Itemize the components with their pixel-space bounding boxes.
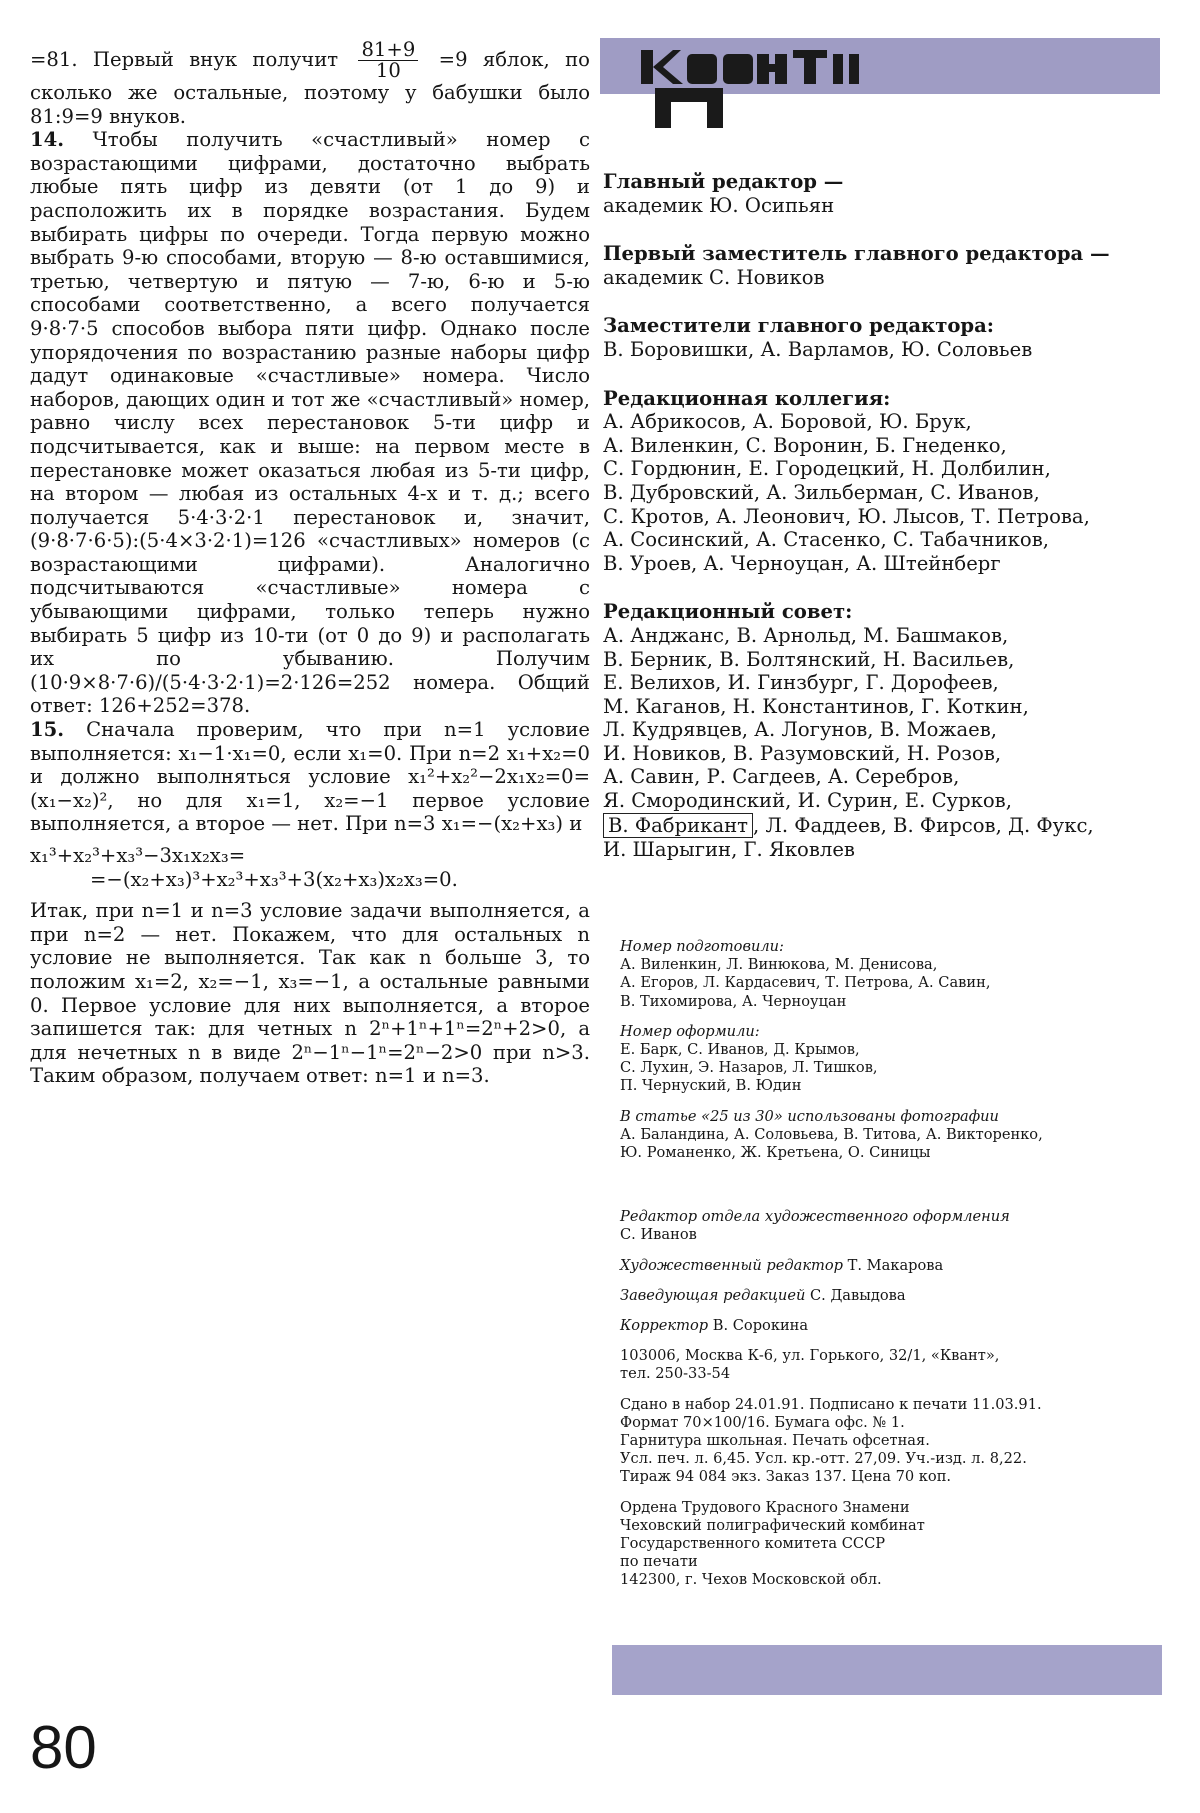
board-line: А. Сосинский, А. Стасенко, С. Табачников,: [603, 528, 1049, 552]
text-run: =9 яблок, по сколько же остальные, поэтому у бабушки было 81:9=9 внуков.: [30, 48, 590, 128]
solution-text: Сначала проверим, что при n=1 условие выполняется: x₁−1·x₁=0, если x₁=0. При n=2 x₁+x₂=0 и должно выполняться условие x₁²+x₂²−2x₁x₂=0=(x₁−x₂)², но для x₁=1, x₂=−1 первое условие выполняется, а второе — нет. При n=3 x₁=−(x₂+x₃) и: [30, 718, 591, 836]
text-run: =81. Первый внук получит: [30, 48, 339, 71]
designed-label: Номер оформили:: [620, 1022, 760, 1040]
equation-line: x₁³+x₂³+x₃³−3x₁x₂x₃=: [30, 844, 246, 867]
deputies-names: В. Боровишки, А. Варламов, Ю. Соловьев: [603, 337, 1033, 361]
council-line: А. Савин, Р. Сагдеев, А. Серебров,: [603, 765, 960, 789]
printer-line: 142300, г. Чехов Московской обл.: [620, 1571, 882, 1589]
first-deputy-name: академик С. Новиков: [603, 265, 825, 289]
fraction: [358, 40, 418, 81]
page-number: 80: [30, 1714, 97, 1781]
printer-line: по печати: [620, 1553, 698, 1571]
print-line: Формат 70×100/16. Бумага офс. № 1.: [620, 1413, 905, 1431]
council-line: В. Берник, В. Болтянский, Н. Васильев,: [603, 647, 1015, 671]
council-line: А. Анджанс, В. Арнольд, М. Башмаков,: [603, 623, 1009, 647]
art-editor-label: Художественный редактор: [620, 1256, 844, 1274]
problem-number: 15.: [30, 718, 65, 742]
board-line: В. Дубровский, А. Зильберман, С. Иванов,: [603, 480, 1040, 504]
logo-text: Квант: [635, 28, 639, 29]
chief-editor-name: академик Ю. Осипьян: [603, 193, 835, 217]
art-dept-editor: [620, 1208, 1165, 1244]
council-line: Е. Велихов, И. Гинзбург, Г. Дорофеев,: [603, 671, 999, 695]
office-label: Заведующая редакцией: [620, 1286, 806, 1304]
council-line: Л. Кудрявцев, А. Логунов, В. Можаев,: [603, 718, 998, 742]
art-dept-label: Редактор отдела художественного оформления: [620, 1208, 1010, 1226]
credit-line: В. Тихомирова, А. Черноуцан: [620, 992, 847, 1010]
council-line: [603, 813, 1163, 839]
first-deputy: [603, 242, 1163, 289]
photos-label: В статье «25 из 30» использованы фотографии: [620, 1107, 999, 1125]
fraction-denominator: 10: [375, 59, 401, 82]
phone-line: тел. 250-33-54: [620, 1365, 731, 1383]
credit-line: А. Виленкин, Л. Винюкова, М. Денисова,: [620, 956, 938, 974]
address-line: 103006, Москва К-6, ул. Горького, 32/1, «Квант»,: [620, 1347, 1000, 1365]
address: [620, 1347, 1165, 1383]
printer-info: [620, 1499, 1165, 1590]
council-line: М. Каганов, Н. Константинов, Г. Коткин,: [603, 694, 1029, 718]
credit-line: А. Егоров, Л. Кардасевич, Т. Петрова, А. Савин,: [620, 974, 991, 992]
solution-14: [30, 128, 590, 718]
print-line: Тираж 94 084 экз. Заказ 137. Цена 70 коп.: [620, 1468, 952, 1486]
proofreader: [620, 1317, 1165, 1335]
credits: [620, 938, 1165, 1602]
print-line: Усл. печ. л. 6,45. Усл. кр.-отт. 27,09. Уч.-изд. л. 8,22.: [620, 1450, 1027, 1468]
proof-name: В. Сорокина: [712, 1317, 809, 1335]
board-line: В. Уроев, А. Черноуцан, А. Штейнберг: [603, 551, 1001, 575]
equation-line: =−(x₂+x₃)³+x₂³+x₃³+3(x₂+x₃)x₂x₃=0.: [90, 867, 458, 891]
first-deputy-label: Первый заместитель главного редактора —: [603, 242, 1110, 266]
solutions-column: [30, 40, 590, 1088]
council-line: И. Шарыгин, Г. Яковлев: [603, 838, 855, 862]
solution-text: Чтобы получить «счастливый» номер с возрастающими цифрами, достаточно выбрать любые пять цифр из девяти (от 1 до 9) и расположить их в порядке возрастания. Будем выбирать цифры по очереди. Тогда первую можно выбрать 9-ю способами, вторую — 8-ю оставшимися, третью, четвертую и пятую — 7-ю, 6-ю и 5-ю способами соответственно, а всего получается 9·8·7·5 способов выбора пяти цифр. Однако после упорядочения по возрастанию разные наборы цифр дадут одинаковые «счастливые» номера. Число наборов, дающих один и тот же «счастливый» номер, равно числу всех перестановок 5-ти цифр и подсчитывается, как и выше: на первом месте в перестановке может оказаться любая из 5-ти цифр, на втором — любая из остальных 4-х и т. д.; всего получается 5·4·3·2·1 перестановок и, значит, (9·8·7·6·5):(5·4×3·2·1)=126 «счастливых» номеров (с возрастающими цифрами). Аналогично подсчитываются «счастливые» номера с убывающими цифрами, только теперь нужно выбирать 5 цифр из 10-ти (от 0 до 9) и располагать их по убыванию. Получим (10·9×8·7·6)/(5·4·3·2·1)=2·126=252 номера. Общий ответ: 126+252=378.: [30, 128, 590, 718]
photo-credits: [620, 1108, 1165, 1163]
prepared-by: [620, 938, 1165, 1011]
solution-15-conclusion: Итак, при n=1 и n=3 условие задачи выполняется, а при n=2 — нет. Покажем, что для остальных n условие не выполняется. Так как n больше 3, то положим x₁=2, x₂=−1, x₃=−1, а остальные равными 0. Первое условие для них выполняется, а второе запишется так: для четных n 2ⁿ+1ⁿ+1ⁿ=2ⁿ+2>0, а для нечетных n в виде 2ⁿ−1ⁿ−1ⁿ=2ⁿ−2>0 при n>3. Таким образом, получаем ответ: n=1 и n=3.: [30, 899, 590, 1088]
footer-color-band: [612, 1645, 1162, 1695]
council-line-rest: , Л. Фаддеев, В. Фирсов, Д. Фукс,: [753, 813, 1094, 837]
credit-line: Е. Барк, С. Иванов, Д. Крымов,: [620, 1041, 860, 1059]
editorial-board-label: Редакционная коллегия:: [603, 386, 891, 410]
print-line: Гарнитура школьная. Печать офсетная.: [620, 1432, 930, 1450]
credit-line: А. Баландина, А. Соловьева, В. Титова, А. Викторенко,: [620, 1125, 1043, 1143]
prepared-label: Номер подготовили:: [620, 938, 784, 955]
board-line: А. Виленкин, С. Воронин, Б. Гнеденко,: [603, 433, 1007, 457]
council-line: И. Новиков, В. Разумовский, Н. Розов,: [603, 741, 1002, 765]
board-line: С. Гордюнин, Е. Городецкий, Н. Долбилин,: [603, 457, 1051, 481]
designed-by: [620, 1023, 1165, 1096]
problem-number: 14.: [30, 128, 65, 152]
solution-13-tail: [30, 40, 590, 128]
council-line: Я. Смородинский, И. Сурин, Е. Сурков,: [603, 789, 1012, 813]
solution-15: [30, 718, 590, 836]
editorial-board: [603, 387, 1163, 576]
art-editor: [620, 1257, 1165, 1275]
spacer: [620, 1174, 1165, 1208]
boxed-name: В. Фабрикант: [603, 813, 753, 839]
print-info: [620, 1396, 1165, 1487]
board-line: С. Кротов, А. Леонович, Ю. Лысов, Т. Петрова,: [603, 504, 1090, 528]
masthead: [603, 170, 1163, 887]
office-name: С. Давыдова: [810, 1286, 906, 1304]
chief-editor: [603, 170, 1163, 217]
art-dept-name: С. Иванов: [620, 1226, 697, 1244]
editorial-council-label: Редакционный совет:: [603, 600, 853, 624]
credit-line: С. Лухин, Э. Назаров, Л. Тишков,: [620, 1059, 878, 1077]
credit-line: П. Чернуский, В. Юдин: [620, 1077, 802, 1095]
deputies-label: Заместители главного редактора:: [603, 314, 995, 338]
art-editor-name: Т. Макарова: [847, 1256, 944, 1274]
kvant-logo: [635, 28, 875, 132]
editorial-council: [603, 600, 1163, 862]
credit-line: Ю. Романенко, Ж. Кретьена, О. Синицы: [620, 1144, 931, 1162]
printer-line: Чеховский полиграфический комбинат: [620, 1516, 925, 1534]
printer-line: Ордена Трудового Красного Знамени: [620, 1498, 910, 1516]
office-head: [620, 1287, 1165, 1305]
fraction-numerator: 81+9: [358, 40, 418, 61]
equation-block: [30, 844, 590, 891]
deputies: [603, 314, 1163, 361]
print-line: Сдано в набор 24.01.91. Подписано к печати 11.03.91.: [620, 1395, 1042, 1413]
printer-line: Государственного комитета СССР: [620, 1535, 886, 1553]
proof-label: Корректор: [620, 1317, 709, 1335]
board-line: А. Абрикосов, А. Боровой, Ю. Брук,: [603, 410, 972, 434]
chief-editor-label: Главный редактор —: [603, 170, 844, 193]
